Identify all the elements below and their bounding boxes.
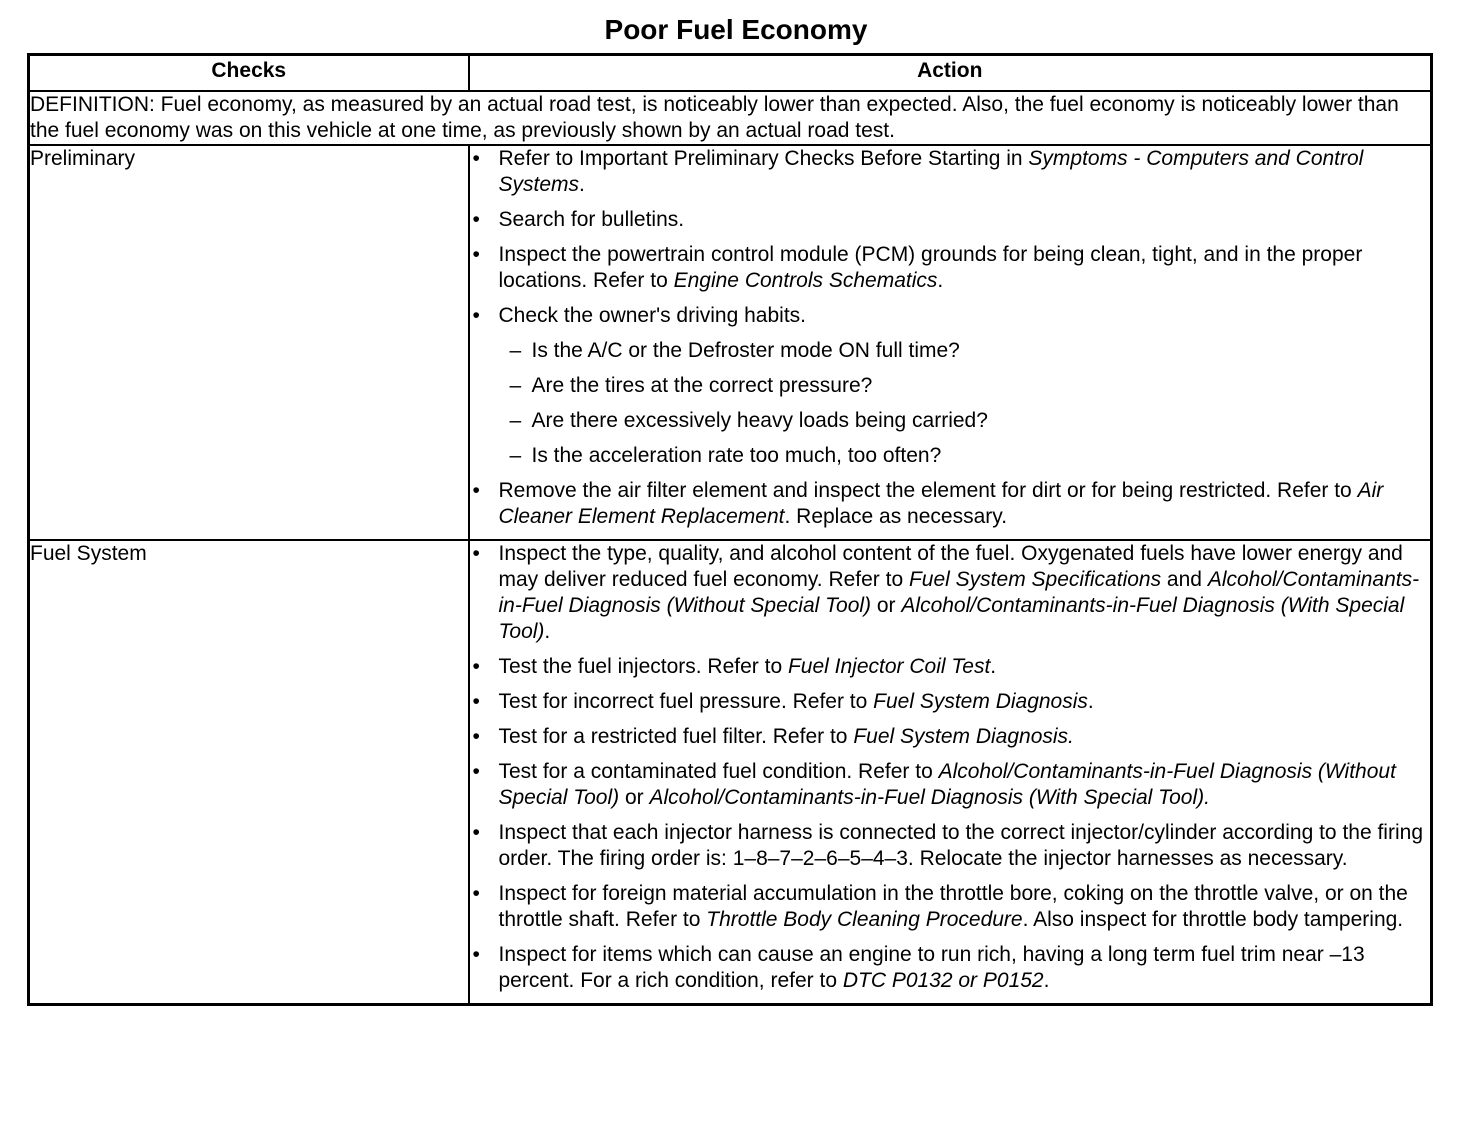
action-text: or [619, 786, 650, 809]
page-title: Poor Fuel Economy [604, 14, 868, 45]
action-item [470, 303, 1431, 469]
cross-reference: Fuel System Diagnosis. [853, 725, 1074, 748]
sub-question [510, 338, 1431, 364]
cross-reference: Alcohol/Contaminants-in-Fuel Diagnosis (Without Special Tool) [498, 760, 1396, 809]
dash-icon: – [509, 409, 522, 432]
action-text: . [937, 269, 944, 292]
action-text: Test for a restricted fuel filter. Refer to [498, 725, 854, 748]
action-item [470, 759, 1431, 811]
action-text: Inspect the powertrain control module (PCM) grounds for being clean, tight, and in the proper locations. Refer to [498, 243, 1363, 292]
action-text: Test for a contaminated fuel condition. Refer to [498, 760, 939, 783]
action-item [470, 654, 1431, 680]
cross-reference: Alcohol/Contaminants-in-Fuel Diagnosis (With Special Tool) [498, 594, 1405, 643]
sub-question [510, 443, 1431, 469]
check-name: Fuel System [29, 540, 469, 1005]
action-text: Inspect for foreign material accumulation in the throttle bore, coking on the throttle valve, or on the throttle shaft. Refer to [498, 882, 1408, 931]
action-item [470, 541, 1431, 645]
action-text: . [544, 620, 551, 643]
action-text: Refer to Important Preliminary Checks Before Starting in [498, 147, 1029, 170]
bullet-icon: • [472, 821, 480, 844]
sub-question-list [499, 338, 1431, 469]
action-text: Test for incorrect fuel pressure. Refer to [498, 690, 874, 713]
action-cell [469, 145, 1432, 540]
sub-question [510, 408, 1431, 434]
action-list [470, 541, 1431, 994]
diagnostic-table [27, 53, 1433, 1006]
cross-reference: Alcohol/Contaminants-in-Fuel Diagnosis (Without Special Tool) [498, 568, 1420, 617]
bullet-icon: • [472, 147, 480, 170]
action-text: Inspect that each injector harness is connected to the correct injector/cylinder according to the firing order. The firing order is: 1–8–7–2–6–5–4–3. Relocate the injector harnesses as necessary. [498, 821, 1423, 870]
cross-reference: Symptoms - Computers and Control Systems [498, 147, 1364, 196]
bullet-icon: • [472, 304, 480, 327]
action-item [470, 942, 1431, 994]
check-row [29, 145, 1432, 540]
cross-reference: Alcohol/Contaminants-in-Fuel Diagnosis (With Special Tool). [649, 786, 1210, 809]
header-row [29, 55, 1432, 92]
cross-reference: Engine Controls Schematics [673, 269, 938, 292]
action-text: Search for bulletins. [498, 208, 685, 231]
definition-row [29, 91, 1432, 145]
dash-icon: – [509, 374, 522, 397]
action-text: and [1161, 568, 1208, 591]
sub-question-text: Are the tires at the correct pressure? [531, 374, 873, 397]
action-item [470, 689, 1431, 715]
action-text: . Also inspect for throttle body tampering. [1022, 908, 1404, 931]
action-item [470, 242, 1431, 294]
action-text: Inspect for items which can cause an engine to run rich, having a long term fuel trim near –13 percent. For a rich condition, refer to [498, 943, 1365, 992]
action-text: . Replace as necessary. [784, 505, 1008, 528]
action-text: Check the owner's driving habits. [498, 304, 806, 327]
dash-icon: – [509, 444, 522, 467]
sub-question [510, 373, 1431, 399]
action-text: . [579, 173, 585, 196]
bullet-icon: • [472, 882, 480, 905]
definition-text: DEFINITION: Fuel economy, as measured by an actual road test, is noticeably lower than expected. Also, the fuel economy is noticeably lower than the fuel economy was on this vehicle at one time, as previously shown by an actual road test. [29, 91, 1432, 145]
bullet-icon: • [472, 542, 480, 565]
sub-question-text: Is the A/C or the Defroster mode ON full time? [531, 339, 960, 362]
check-name: Preliminary [29, 145, 469, 540]
bullet-icon: • [472, 943, 480, 966]
cross-reference: Fuel System Diagnosis [873, 690, 1088, 713]
action-text: Test the fuel injectors. Refer to [498, 655, 788, 678]
cross-reference: Fuel System Specifications [908, 568, 1162, 591]
bullet-icon: • [472, 760, 480, 783]
action-text: . [1087, 690, 1094, 713]
action-text: Remove the air filter element and inspect the element for dirt or for being restricted. Refer to [498, 479, 1358, 502]
cross-reference: DTC P0132 or P0152 [842, 969, 1044, 992]
bullet-icon: • [472, 243, 480, 266]
action-text: . [990, 655, 997, 678]
dash-icon: – [509, 339, 522, 362]
cross-reference: Throttle Body Cleaning Procedure [706, 908, 1023, 931]
action-text: Inspect the type, quality, and alcohol content of the fuel. Oxygenated fuels have lower energy and may deliver reduced fuel economy. Refer to [498, 542, 1403, 591]
action-list [470, 146, 1431, 530]
bullet-icon: • [472, 655, 480, 678]
bullet-icon: • [472, 479, 480, 502]
action-item [470, 724, 1431, 750]
action-item [470, 881, 1431, 933]
sub-question-text: Is the acceleration rate too much, too often? [531, 444, 942, 467]
bullet-icon: • [472, 690, 480, 713]
action-column-header: Action [469, 55, 1432, 92]
action-item [470, 146, 1431, 198]
cross-reference: Fuel Injector Coil Test [787, 655, 991, 678]
action-item [470, 478, 1431, 530]
check-row [29, 540, 1432, 1005]
bullet-icon: • [472, 725, 480, 748]
action-cell [469, 540, 1432, 1005]
sub-question-text: Are there excessively heavy loads being carried? [531, 409, 988, 432]
bullet-icon: • [472, 208, 480, 231]
cross-reference: Air Cleaner Element Replacement [498, 479, 1384, 528]
action-text: or [871, 594, 902, 617]
action-text: . [1043, 969, 1050, 992]
checks-column-header: Checks [29, 55, 469, 92]
action-item [470, 207, 1431, 233]
action-item [470, 820, 1431, 872]
